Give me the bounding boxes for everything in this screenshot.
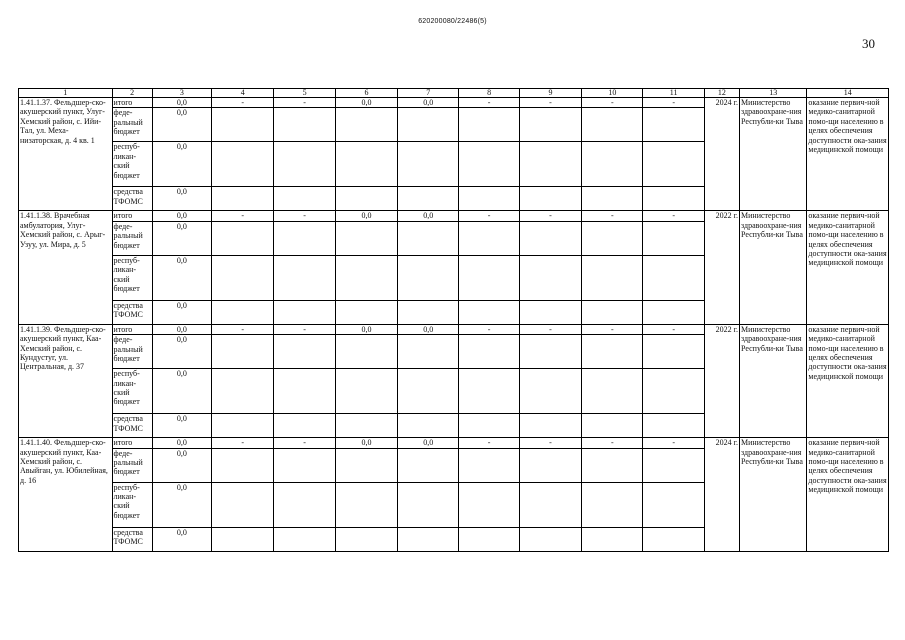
- amount-cell: [274, 187, 335, 211]
- amount-cell: -: [582, 211, 643, 221]
- responsible-ministry: Министерство здравоохране-ния Республи-ки Тыва: [740, 438, 807, 551]
- amount-cell: 0,0: [152, 255, 211, 300]
- amount-cell: -: [459, 438, 519, 448]
- amount-cell: 0,0: [152, 369, 211, 414]
- amount-cell: 0,0: [335, 324, 397, 334]
- amount-cell: [212, 108, 274, 142]
- amount-cell: -: [274, 211, 335, 221]
- column-number: 9: [519, 89, 581, 98]
- amount-cell: [519, 108, 581, 142]
- amount-cell: -: [459, 98, 519, 108]
- amount-cell: [459, 527, 519, 551]
- amount-cell: [459, 448, 519, 482]
- amount-cell: [582, 335, 643, 369]
- completion-year: 2024 г.: [704, 438, 739, 551]
- amount-cell: [212, 414, 274, 438]
- amount-cell: -: [643, 324, 704, 334]
- amount-cell: [398, 221, 459, 255]
- funding-source: респуб-ликан-ский бюджет: [112, 369, 152, 414]
- amount-cell: [643, 414, 704, 438]
- amount-cell: [212, 369, 274, 414]
- column-number: 8: [459, 89, 519, 98]
- amount-cell: [398, 369, 459, 414]
- funding-source: средства ТФОМС: [112, 187, 152, 211]
- amount-cell: [582, 448, 643, 482]
- amount-cell: [212, 187, 274, 211]
- amount-cell: [582, 527, 643, 551]
- amount-cell: 0,0: [398, 211, 459, 221]
- amount-cell: [274, 527, 335, 551]
- document-id: 620200080/22486(5): [418, 18, 487, 25]
- amount-cell: [335, 414, 397, 438]
- funding-source: средства ТФОМС: [112, 527, 152, 551]
- column-number: 13: [740, 89, 807, 98]
- completion-year: 2022 г.: [704, 324, 739, 437]
- amount-cell: [519, 187, 581, 211]
- amount-cell: [459, 221, 519, 255]
- amount-cell: [335, 221, 397, 255]
- amount-cell: [274, 108, 335, 142]
- amount-cell: [274, 335, 335, 369]
- column-number-row: [19, 89, 889, 98]
- funding-source: респуб-ликан-ский бюджет: [112, 142, 152, 187]
- amount-cell: [459, 335, 519, 369]
- project-goal: оказание первич-ной медико-санитарной помо-щи населению в целях обеспечения доступности ока-зания медицинской помощи: [807, 211, 889, 324]
- amount-cell: [212, 142, 274, 187]
- amount-cell: [212, 221, 274, 255]
- column-number: 12: [704, 89, 739, 98]
- table-row: [19, 324, 889, 334]
- project-name: 1.41.1.39. Фельдшер-ско-акушерский пункт, Каа-Хемский район, с. Кундустуг, ул. Центральная, д. 37: [19, 324, 113, 437]
- amount-cell: [398, 142, 459, 187]
- amount-cell: 0,0: [152, 108, 211, 142]
- table-row: [19, 438, 889, 448]
- amount-cell: 0,0: [152, 221, 211, 255]
- responsible-ministry: Министерство здравоохране-ния Республи-ки Тыва: [740, 211, 807, 324]
- amount-cell: [459, 187, 519, 211]
- amount-cell: [212, 527, 274, 551]
- responsible-ministry: Министерство здравоохране-ния Республи-ки Тыва: [740, 98, 807, 211]
- amount-cell: -: [582, 438, 643, 448]
- amount-cell: [459, 255, 519, 300]
- amount-cell: [519, 448, 581, 482]
- funding-source: итого: [112, 438, 152, 448]
- column-number: 11: [643, 89, 704, 98]
- amount-cell: 0,0: [152, 300, 211, 324]
- amount-cell: -: [519, 211, 581, 221]
- amount-cell: 0,0: [152, 142, 211, 187]
- amount-cell: [398, 482, 459, 527]
- amount-cell: [582, 142, 643, 187]
- amount-cell: [398, 187, 459, 211]
- amount-cell: [459, 482, 519, 527]
- amount-cell: -: [212, 211, 274, 221]
- amount-cell: -: [212, 98, 274, 108]
- funding-source: итого: [112, 98, 152, 108]
- amount-cell: -: [582, 98, 643, 108]
- amount-cell: [519, 142, 581, 187]
- amount-cell: 0,0: [398, 324, 459, 334]
- amount-cell: [212, 482, 274, 527]
- column-number: 10: [582, 89, 643, 98]
- amount-cell: [459, 300, 519, 324]
- amount-cell: [582, 108, 643, 142]
- column-number: 7: [398, 89, 459, 98]
- amount-cell: [519, 255, 581, 300]
- amount-cell: [519, 221, 581, 255]
- project-goal: оказание первич-ной медико-санитарной помо-щи населению в целях обеспечения доступности ока-зания медицинской помощи: [807, 438, 889, 551]
- amount-cell: [335, 448, 397, 482]
- amount-cell: [643, 108, 704, 142]
- amount-cell: [519, 482, 581, 527]
- amount-cell: -: [519, 324, 581, 334]
- amount-cell: [274, 482, 335, 527]
- page-number: 30: [862, 36, 875, 51]
- funding-source: средства ТФОМС: [112, 414, 152, 438]
- amount-cell: [519, 335, 581, 369]
- project-name: 1.41.1.38. Врачебная амбулатория, Улуг-Хемский район, с. Арыг-Узуу, ул. Мира, д. 5: [19, 211, 113, 324]
- amount-cell: [398, 414, 459, 438]
- funding-source: респуб-ликан-ский бюджет: [112, 255, 152, 300]
- amount-cell: [274, 221, 335, 255]
- funding-source: итого: [112, 324, 152, 334]
- amount-cell: [335, 255, 397, 300]
- amount-cell: [643, 255, 704, 300]
- amount-cell: -: [519, 438, 581, 448]
- column-number: 14: [807, 89, 889, 98]
- amount-cell: [398, 108, 459, 142]
- amount-cell: [335, 369, 397, 414]
- completion-year: 2024 г.: [704, 98, 739, 211]
- column-number: 6: [335, 89, 397, 98]
- funding-source: средства ТФОМС: [112, 300, 152, 324]
- funding-source: феде-ральный бюджет: [112, 335, 152, 369]
- amount-cell: 0,0: [152, 324, 211, 334]
- amount-cell: -: [459, 211, 519, 221]
- amount-cell: 0,0: [152, 414, 211, 438]
- project-goal: оказание первич-ной медико-санитарной помо-щи населению в целях обеспечения доступности ока-зания медицинской помощи: [807, 324, 889, 437]
- project-name: 1.41.1.37. Фельдшер-ско-акушерский пункт, Улуг-Хемский район, с. Ийи-Тал, ул. Меха-низаторская, д. 4 кв. 1: [19, 98, 113, 211]
- responsible-ministry: Министерство здравоохране-ния Республи-ки Тыва: [740, 324, 807, 437]
- amount-cell: -: [274, 98, 335, 108]
- amount-cell: 0,0: [398, 98, 459, 108]
- amount-cell: [398, 300, 459, 324]
- amount-cell: -: [582, 324, 643, 334]
- amount-cell: 0,0: [335, 211, 397, 221]
- amount-cell: -: [212, 438, 274, 448]
- amount-cell: [335, 335, 397, 369]
- amount-cell: 0,0: [152, 482, 211, 527]
- amount-cell: -: [212, 324, 274, 334]
- amount-cell: [582, 187, 643, 211]
- amount-cell: [459, 369, 519, 414]
- amount-cell: [519, 369, 581, 414]
- amount-cell: [459, 414, 519, 438]
- amount-cell: [335, 527, 397, 551]
- amount-cell: [519, 527, 581, 551]
- amount-cell: 0,0: [152, 448, 211, 482]
- amount-cell: [519, 414, 581, 438]
- amount-cell: 0,0: [335, 98, 397, 108]
- amount-cell: [335, 482, 397, 527]
- project-name: 1.41.1.40. Фельдшер-ско-акушерский пункт, Каа-Хемский район, с. Авыйган, ул. Юбилейная, д. 16: [19, 438, 113, 551]
- funding-source: феде-ральный бюджет: [112, 221, 152, 255]
- amount-cell: [335, 108, 397, 142]
- amount-cell: [274, 255, 335, 300]
- amount-cell: -: [643, 98, 704, 108]
- table-row: [19, 98, 889, 108]
- amount-cell: [335, 300, 397, 324]
- amount-cell: [459, 142, 519, 187]
- funding-source: феде-ральный бюджет: [112, 448, 152, 482]
- amount-cell: [643, 335, 704, 369]
- amount-cell: [274, 142, 335, 187]
- amount-cell: [212, 300, 274, 324]
- amount-cell: [582, 221, 643, 255]
- amount-cell: -: [274, 324, 335, 334]
- amount-cell: 0,0: [152, 187, 211, 211]
- amount-cell: 0,0: [152, 335, 211, 369]
- amount-cell: [643, 482, 704, 527]
- column-number: 2: [112, 89, 152, 98]
- amount-cell: -: [643, 438, 704, 448]
- column-number: 1: [19, 89, 113, 98]
- amount-cell: [274, 414, 335, 438]
- amount-cell: [643, 448, 704, 482]
- amount-cell: [582, 414, 643, 438]
- amount-cell: [212, 255, 274, 300]
- table-row: [19, 211, 889, 221]
- funding-source: итого: [112, 211, 152, 221]
- amount-cell: 0,0: [152, 527, 211, 551]
- amount-cell: [274, 448, 335, 482]
- amount-cell: -: [459, 324, 519, 334]
- amount-cell: [643, 369, 704, 414]
- amount-cell: -: [643, 211, 704, 221]
- column-number: 5: [274, 89, 335, 98]
- amount-cell: [398, 335, 459, 369]
- amount-cell: [459, 108, 519, 142]
- amount-cell: [582, 255, 643, 300]
- amount-cell: [643, 300, 704, 324]
- amount-cell: -: [274, 438, 335, 448]
- amount-cell: [212, 448, 274, 482]
- amount-cell: [398, 448, 459, 482]
- amount-cell: [519, 300, 581, 324]
- project-goal: оказание первич-ной медико-санитарной помо-щи населению в целях обеспечения доступности ока-зания медицинской помощи: [807, 98, 889, 211]
- program-table: [18, 88, 889, 552]
- amount-cell: 0,0: [335, 438, 397, 448]
- amount-cell: [274, 369, 335, 414]
- amount-cell: [274, 300, 335, 324]
- amount-cell: [335, 142, 397, 187]
- amount-cell: [398, 255, 459, 300]
- amount-cell: 0,0: [152, 211, 211, 221]
- completion-year: 2022 г.: [704, 211, 739, 324]
- column-number: 3: [152, 89, 211, 98]
- amount-cell: [212, 335, 274, 369]
- amount-cell: [643, 527, 704, 551]
- amount-cell: [643, 221, 704, 255]
- amount-cell: [582, 369, 643, 414]
- amount-cell: [398, 527, 459, 551]
- amount-cell: 0,0: [152, 438, 211, 448]
- amount-cell: [335, 187, 397, 211]
- funding-source: респуб-ликан-ский бюджет: [112, 482, 152, 527]
- amount-cell: 0,0: [398, 438, 459, 448]
- amount-cell: [643, 187, 704, 211]
- amount-cell: 0,0: [152, 98, 211, 108]
- funding-source: феде-ральный бюджет: [112, 108, 152, 142]
- amount-cell: [582, 482, 643, 527]
- amount-cell: [582, 300, 643, 324]
- amount-cell: -: [519, 98, 581, 108]
- column-number: 4: [212, 89, 274, 98]
- amount-cell: [643, 142, 704, 187]
